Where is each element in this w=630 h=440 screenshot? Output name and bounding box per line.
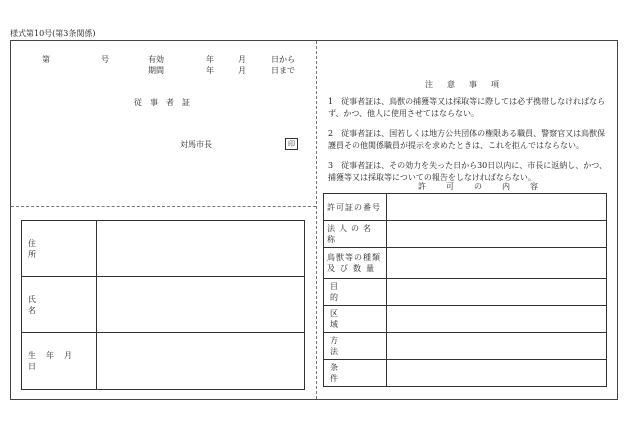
fold-line-vertical	[316, 41, 317, 399]
birthdate-field[interactable]	[97, 333, 305, 390]
purpose-label	[324, 281, 386, 303]
species-quantity-field[interactable]	[387, 248, 607, 279]
table-row	[324, 279, 607, 306]
note-item-1: 1 従事者証は、鳥獣の捕獲等又は採取等に際しては必ず携帯しなければならず、かつ、他人に使用させてはならない。	[328, 97, 606, 118]
purpose-field[interactable]	[387, 279, 607, 306]
validity-day-to: 日まで	[271, 66, 295, 75]
fold-line-horizontal	[11, 206, 316, 207]
validity-month-to: 月	[238, 66, 246, 75]
table-row	[324, 248, 607, 279]
corporation-name-label: 法人の名称	[327, 224, 375, 244]
purpose-label-text: 目的	[330, 282, 368, 302]
area-label-text: 区域	[330, 309, 368, 329]
note-item-2: 2 従事者証は、国若しくは地方公共団体の権限ある職員、警察官又は鳥獣保護員その他関係職員が提示を求めたときは、これを拒んではならない。	[328, 129, 606, 150]
official-seal-mark: 印	[285, 138, 298, 150]
birthdate-label	[22, 350, 96, 372]
method-field[interactable]	[387, 333, 607, 360]
table-row	[22, 333, 305, 390]
table-row	[324, 306, 607, 333]
table-row	[22, 277, 305, 333]
permit-number-field[interactable]	[387, 194, 607, 221]
name-label-text: 氏名	[28, 294, 78, 315]
number-prefix: 第	[42, 55, 50, 64]
validity-label-2: 期間	[148, 66, 164, 75]
method-label	[324, 335, 386, 357]
species-quantity-label-line1: 鳥獣等の種類	[327, 253, 381, 262]
area-field[interactable]	[387, 306, 607, 333]
notes-heading: 注意事項	[425, 80, 513, 89]
address-field[interactable]	[97, 221, 305, 277]
issuer-name: 対馬市長	[180, 140, 212, 149]
address-label-text: 住所	[28, 238, 78, 259]
validity-year-from: 年	[206, 55, 214, 64]
table-row	[22, 221, 305, 277]
name-field[interactable]	[97, 277, 305, 333]
method-label-text: 方法	[330, 336, 368, 356]
conditions-label	[324, 362, 386, 384]
permit-content-table	[323, 193, 607, 387]
conditions-label-text: 条件	[330, 363, 368, 383]
table-row	[324, 360, 607, 387]
address-label	[22, 238, 96, 260]
table-row	[324, 333, 607, 360]
validity-label-1: 有効	[148, 55, 164, 64]
species-quantity-label-line2: 及び数量	[327, 264, 379, 273]
form-number-label: 様式第10号(第3条関係)	[10, 29, 96, 38]
permit-number-label: 許可証の番号	[327, 202, 381, 212]
conditions-field[interactable]	[387, 360, 607, 387]
area-label	[324, 308, 386, 330]
name-label	[22, 294, 96, 316]
table-row	[324, 221, 607, 248]
number-suffix: 号	[101, 55, 109, 64]
validity-month-from: 月	[238, 55, 246, 64]
person-details-table	[21, 220, 305, 390]
birthdate-label-text: 生年月日	[28, 351, 82, 371]
note-item-3: 3 従事者証は、その効力を失った日から30日以内に、市長に返納し、かつ、捕獲等又は採取等についての報告をしなければならない。	[328, 161, 607, 182]
certificate-title: 従事者証	[134, 98, 198, 107]
permit-heading: 許可の内容	[418, 182, 558, 191]
corporation-name-field[interactable]	[387, 221, 607, 248]
validity-year-to: 年	[206, 66, 214, 75]
validity-day-from: 日から	[271, 55, 295, 64]
table-row	[324, 194, 607, 221]
